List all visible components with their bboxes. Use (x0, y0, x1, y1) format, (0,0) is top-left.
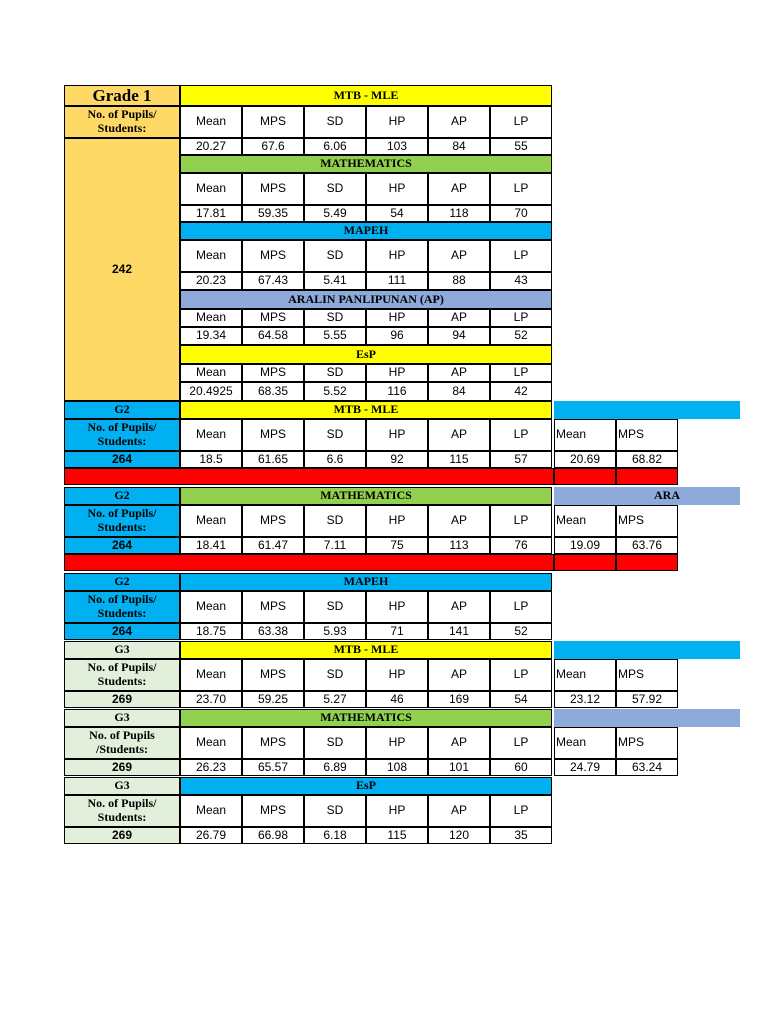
stat-header-cell: Mean (180, 364, 242, 382)
stat-value-cell: 141 (428, 623, 490, 640)
separator-bar (554, 554, 616, 571)
stat-value-cell: 6.89 (304, 759, 366, 776)
subject-header: MTB - MLE (180, 641, 552, 659)
stat-value-cell: 66.98 (242, 827, 304, 844)
pupils-count: 242 (64, 138, 180, 401)
stat-header-cell: SD (304, 309, 366, 327)
stat-value-cell: 26.23 (180, 759, 242, 776)
stat-value-cell: 5.52 (304, 382, 366, 401)
extra-value-cell: 19.09 (554, 537, 616, 554)
stat-header-cell: SD (304, 795, 366, 827)
stat-header-cell: HP (366, 659, 428, 691)
extra-subject-header (554, 401, 740, 419)
stat-header-cell: SD (304, 106, 366, 138)
stat-header-cell: AP (428, 727, 490, 759)
subject-header: MATHEMATICS (180, 155, 552, 173)
extra-value-cell: 63.76 (616, 537, 678, 554)
stat-header-cell: AP (428, 505, 490, 537)
stat-value-cell: 17.81 (180, 205, 242, 222)
stat-header-cell: SD (304, 419, 366, 451)
stat-header-cell: HP (366, 505, 428, 537)
stat-value-cell: 18.5 (180, 451, 242, 468)
grade-title: Grade 1 (64, 85, 180, 106)
stat-header-cell: LP (490, 309, 552, 327)
extra-value-cell: 23.12 (554, 691, 616, 708)
stat-header-cell: SD (304, 240, 366, 272)
extra-value-cell: 24.79 (554, 759, 616, 776)
stat-value-cell: 20.23 (180, 272, 242, 290)
stat-header-cell: SD (304, 727, 366, 759)
stat-header-cell: MPS (242, 173, 304, 205)
extra-header-cell: MPS (616, 505, 678, 537)
stat-value-cell: 5.41 (304, 272, 366, 290)
stat-value-cell: 70 (490, 205, 552, 222)
stat-header-cell: MPS (242, 795, 304, 827)
separator-bar (64, 468, 554, 485)
stat-value-cell: 46 (366, 691, 428, 708)
separator-bar (554, 468, 616, 485)
pupils-label: No. of Pupils/ Students: (64, 419, 180, 451)
stat-header-cell: LP (490, 795, 552, 827)
stat-header-cell: SD (304, 659, 366, 691)
pupils-label: No. of Pupils/ Students: (64, 106, 180, 138)
pupils-count: 264 (64, 537, 180, 554)
subject-header: MTB - MLE (180, 85, 552, 106)
stat-value-cell: 26.79 (180, 827, 242, 844)
stat-value-cell: 67.6 (242, 138, 304, 155)
stat-header-cell: HP (366, 173, 428, 205)
stat-header-cell: MPS (242, 106, 304, 138)
stat-header-cell: LP (490, 364, 552, 382)
stat-header-cell: HP (366, 240, 428, 272)
stat-header-cell: Mean (180, 727, 242, 759)
stat-value-cell: 5.93 (304, 623, 366, 640)
stat-value-cell: 169 (428, 691, 490, 708)
stat-header-cell: AP (428, 659, 490, 691)
stat-header-cell: AP (428, 419, 490, 451)
stat-value-cell: 64.58 (242, 327, 304, 345)
extra-header-cell: MPS (616, 659, 678, 691)
pupils-count: 264 (64, 451, 180, 468)
separator-bar (64, 554, 554, 571)
stat-value-cell: 54 (366, 205, 428, 222)
stat-value-cell: 59.25 (242, 691, 304, 708)
stat-value-cell: 59.35 (242, 205, 304, 222)
stat-header-cell: MPS (242, 309, 304, 327)
stat-header-cell: Mean (180, 591, 242, 623)
stat-value-cell: 115 (428, 451, 490, 468)
stat-value-cell: 113 (428, 537, 490, 554)
stat-header-cell: AP (428, 173, 490, 205)
stat-value-cell: 20.27 (180, 138, 242, 155)
stat-value-cell: 71 (366, 623, 428, 640)
stat-value-cell: 108 (366, 759, 428, 776)
extra-subject-header (554, 641, 740, 659)
subject-header: MTB - MLE (180, 401, 552, 419)
stat-value-cell: 61.65 (242, 451, 304, 468)
stat-header-cell: AP (428, 106, 490, 138)
stat-value-cell: 120 (428, 827, 490, 844)
stat-value-cell: 67.43 (242, 272, 304, 290)
stat-header-cell: HP (366, 795, 428, 827)
stat-value-cell: 23.70 (180, 691, 242, 708)
stat-header-cell: SD (304, 591, 366, 623)
stat-value-cell: 5.49 (304, 205, 366, 222)
grade-label: G3 (64, 777, 180, 795)
stat-header-cell: Mean (180, 240, 242, 272)
stat-value-cell: 92 (366, 451, 428, 468)
stat-value-cell: 116 (366, 382, 428, 401)
pupils-label: No. of Pupils/ Students: (64, 591, 180, 623)
stat-header-cell: AP (428, 795, 490, 827)
stat-value-cell: 103 (366, 138, 428, 155)
pupils-label: No. of Pupils/ Students: (64, 505, 180, 537)
pupils-count: 269 (64, 691, 180, 708)
stat-value-cell: 7.11 (304, 537, 366, 554)
stat-value-cell: 61.47 (242, 537, 304, 554)
stat-value-cell: 52 (490, 327, 552, 345)
stat-header-cell: SD (304, 364, 366, 382)
stat-header-cell: AP (428, 591, 490, 623)
stat-header-cell: Mean (180, 505, 242, 537)
stat-value-cell: 55 (490, 138, 552, 155)
stat-header-cell: Mean (180, 659, 242, 691)
stat-value-cell: 18.41 (180, 537, 242, 554)
stat-header-cell: Mean (180, 795, 242, 827)
stat-value-cell: 118 (428, 205, 490, 222)
extra-subject-header: ARA (554, 487, 740, 505)
stat-header-cell: Mean (180, 106, 242, 138)
stat-value-cell: 75 (366, 537, 428, 554)
extra-value-cell: 20.69 (554, 451, 616, 468)
stat-value-cell: 42 (490, 382, 552, 401)
stat-value-cell: 43 (490, 272, 552, 290)
subject-header: EsP (180, 777, 552, 795)
pupils-count: 269 (64, 759, 180, 776)
stat-header-cell: AP (428, 364, 490, 382)
pupils-label: No. of Pupils/ Students: (64, 659, 180, 691)
stat-header-cell: HP (366, 106, 428, 138)
stat-header-cell: MPS (242, 364, 304, 382)
pupils-label: No. of Pupils /Students: (64, 727, 180, 759)
pupils-label: No. of Pupils/ Students: (64, 795, 180, 827)
stat-value-cell: 19.34 (180, 327, 242, 345)
stat-header-cell: LP (490, 659, 552, 691)
grade-label: G3 (64, 709, 180, 727)
stat-value-cell: 76 (490, 537, 552, 554)
stat-value-cell: 35 (490, 827, 552, 844)
stat-header-cell: MPS (242, 240, 304, 272)
stat-value-cell: 6.6 (304, 451, 366, 468)
stat-value-cell: 65.57 (242, 759, 304, 776)
stat-value-cell: 63.38 (242, 623, 304, 640)
stat-value-cell: 111 (366, 272, 428, 290)
stat-header-cell: AP (428, 240, 490, 272)
stat-value-cell: 68.35 (242, 382, 304, 401)
pupils-count: 264 (64, 623, 180, 640)
stat-header-cell: LP (490, 419, 552, 451)
stat-value-cell: 96 (366, 327, 428, 345)
grade-label: G2 (64, 573, 180, 591)
stat-value-cell: 18.75 (180, 623, 242, 640)
stat-header-cell: AP (428, 309, 490, 327)
subject-header: MATHEMATICS (180, 487, 552, 505)
stat-value-cell: 5.27 (304, 691, 366, 708)
subject-header: MAPEH (180, 573, 552, 591)
stat-header-cell: LP (490, 173, 552, 205)
stat-value-cell: 57 (490, 451, 552, 468)
stat-header-cell: LP (490, 505, 552, 537)
stat-header-cell: LP (490, 591, 552, 623)
separator-bar (616, 554, 678, 571)
extra-header-cell: MPS (616, 419, 678, 451)
stat-header-cell: HP (366, 309, 428, 327)
stat-value-cell: 88 (428, 272, 490, 290)
stat-value-cell: 5.55 (304, 327, 366, 345)
extra-header-cell: Mean (554, 659, 616, 691)
pupils-count: 269 (64, 827, 180, 844)
extra-header-cell: Mean (554, 727, 616, 759)
extra-value-cell: 63.24 (616, 759, 678, 776)
stat-value-cell: 52 (490, 623, 552, 640)
extra-header-cell: MPS (616, 727, 678, 759)
stat-header-cell: Mean (180, 173, 242, 205)
subject-header: MAPEH (180, 222, 552, 240)
subject-header: EsP (180, 345, 552, 364)
grade-label: G3 (64, 641, 180, 659)
stat-header-cell: MPS (242, 591, 304, 623)
extra-header-cell: Mean (554, 505, 616, 537)
subject-header: ARALIN PANLIPUNAN (AP) (180, 290, 552, 309)
stat-header-cell: LP (490, 240, 552, 272)
stat-header-cell: HP (366, 419, 428, 451)
stat-header-cell: HP (366, 727, 428, 759)
grade-label: G2 (64, 401, 180, 419)
stat-value-cell: 20.4925 (180, 382, 242, 401)
separator-bar (616, 468, 678, 485)
stat-header-cell: MPS (242, 659, 304, 691)
stat-value-cell: 94 (428, 327, 490, 345)
stat-value-cell: 6.06 (304, 138, 366, 155)
stat-header-cell: HP (366, 591, 428, 623)
stat-value-cell: 115 (366, 827, 428, 844)
stat-header-cell: MPS (242, 505, 304, 537)
extra-value-cell: 68.82 (616, 451, 678, 468)
stat-header-cell: Mean (180, 419, 242, 451)
stat-header-cell: SD (304, 505, 366, 537)
stat-header-cell: Mean (180, 309, 242, 327)
extra-value-cell: 57.92 (616, 691, 678, 708)
stat-value-cell: 60 (490, 759, 552, 776)
stat-value-cell: 6.18 (304, 827, 366, 844)
grade-label: G2 (64, 487, 180, 505)
extra-subject-header (554, 709, 740, 727)
stat-header-cell: LP (490, 106, 552, 138)
stat-header-cell: MPS (242, 727, 304, 759)
stat-header-cell: LP (490, 727, 552, 759)
stat-header-cell: MPS (242, 419, 304, 451)
subject-header: MATHEMATICS (180, 709, 552, 727)
stat-value-cell: 84 (428, 382, 490, 401)
stat-header-cell: HP (366, 364, 428, 382)
stat-value-cell: 101 (428, 759, 490, 776)
extra-header-cell: Mean (554, 419, 616, 451)
stat-value-cell: 84 (428, 138, 490, 155)
stat-header-cell: SD (304, 173, 366, 205)
stat-value-cell: 54 (490, 691, 552, 708)
